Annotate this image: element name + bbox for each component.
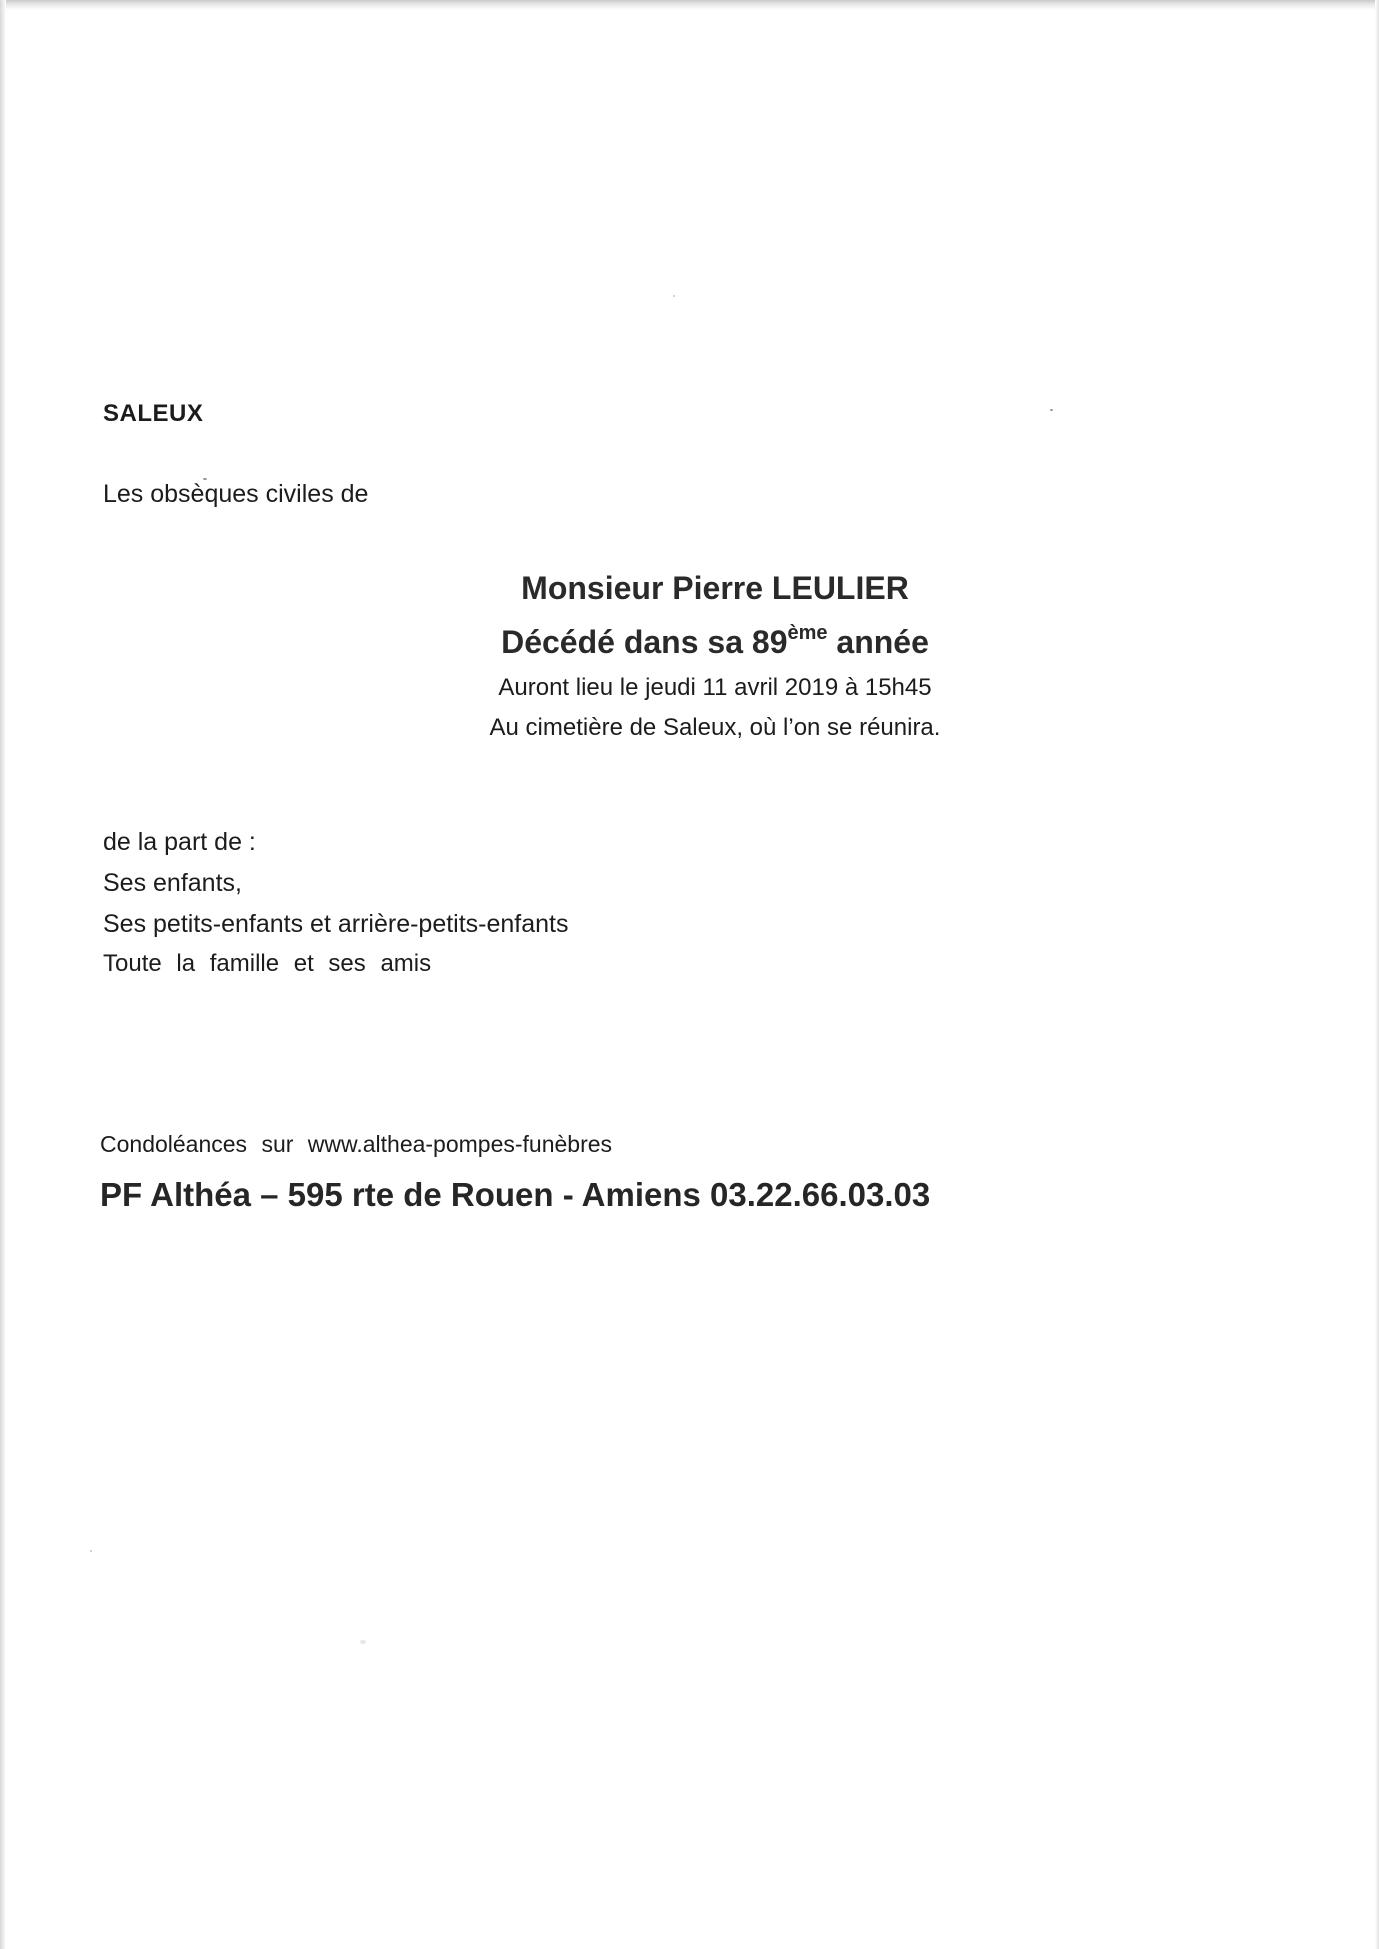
family-line: Toute la famille et ses amis: [103, 950, 432, 977]
scan-speck: [673, 295, 675, 297]
ceremony-date: Auront lieu le jeudi 11 avril 2019 à 15h45: [498, 674, 932, 701]
family-line: Ses enfants,: [103, 869, 242, 897]
scan-speck: [90, 1550, 92, 1552]
scan-speck: [360, 1640, 366, 1644]
family-line: Ses petits-enfants et arrière-petits-enfants: [103, 910, 569, 938]
scan-edge-right: [1375, 0, 1379, 1949]
town-heading: SALEUX: [103, 400, 204, 427]
age-suffix: année: [827, 624, 929, 660]
deceased-name: Monsieur Pierre LEULIER: [521, 570, 909, 606]
from-label: de la part de :: [103, 828, 256, 856]
age-superscript: ème: [787, 622, 828, 644]
scan-speck: [1050, 409, 1053, 411]
scan-edge-left: [0, 0, 6, 1949]
ceremony-place: Au cimetière de Saleux, où l’on se réunira.: [489, 714, 941, 741]
scan-speck: [203, 478, 207, 480]
funeral-home-line: PF Althéa – 595 rte de Rouen - Amiens 03.22.66.03.03: [100, 1176, 931, 1213]
age-prefix: Décédé dans sa 89: [501, 624, 788, 660]
scan-edge-top: [0, 0, 1379, 10]
condolences-line: Condoléances sur www.althea-pompes-funèbres: [100, 1131, 613, 1157]
intro-text: Les obsèques civiles de: [103, 480, 369, 508]
age-line: [400, 622, 1030, 660]
